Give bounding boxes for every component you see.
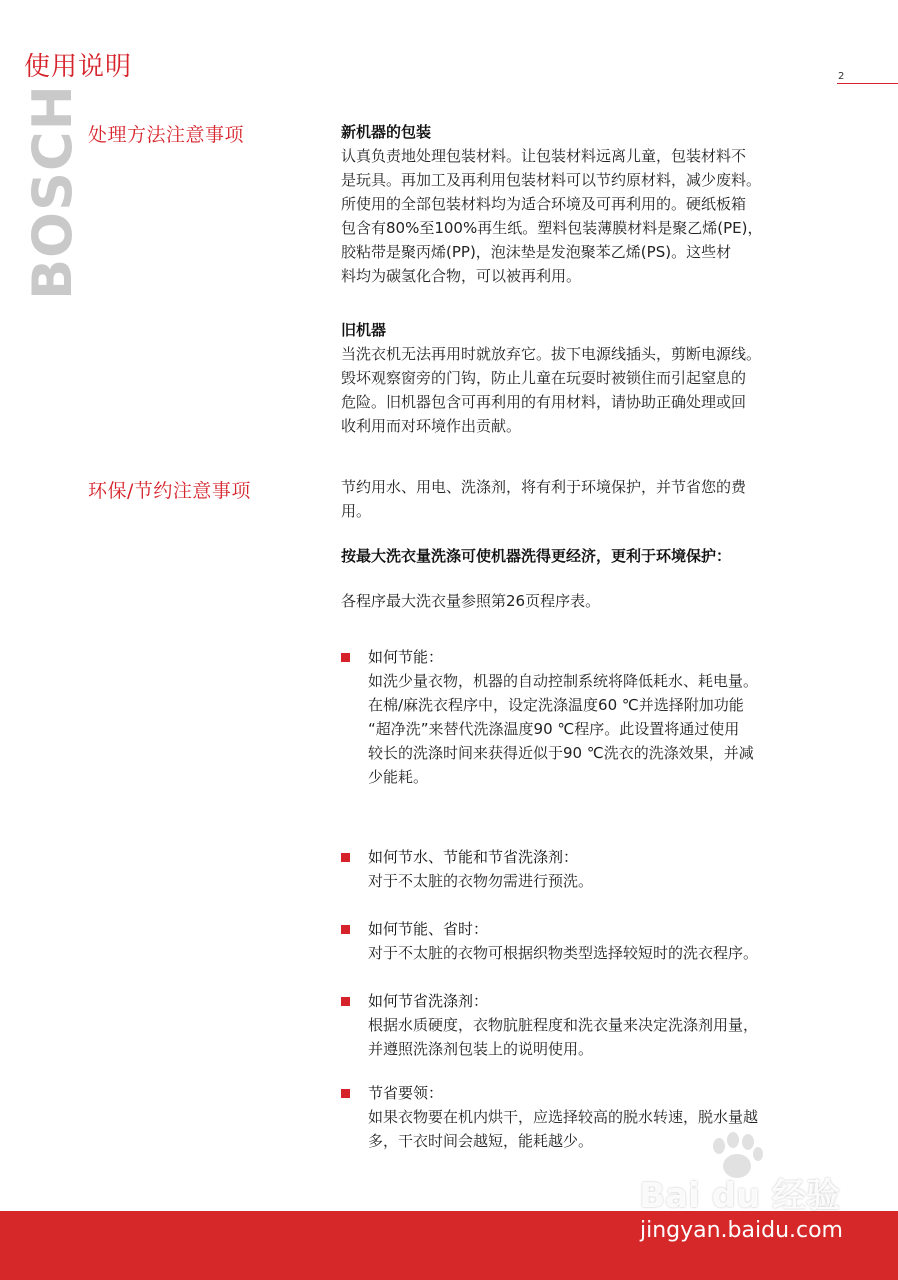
old-machine-heading: 旧机器 (341, 321, 387, 339)
tip-heading: 如何节能： (368, 648, 444, 666)
paragraph-line: 所使用的全部包装材料均为适合环境及可再利用的。硬纸板箱 (341, 195, 747, 213)
paragraph-line: 危险。旧机器包含可再利用的有用材料，请协助正确处理或回 (341, 393, 747, 411)
tip-line: 并遵照洗涤剂包装上的说明使用。 (368, 1040, 594, 1058)
paragraph-line: 胶粘带是聚丙烯(PP)，泡沫垫是发泡聚苯乙烯(PS)。这些材 (341, 243, 732, 261)
tip-line: 如果衣物要在机内烘干，应选择较高的脱水转速，脱水量越 (368, 1108, 759, 1126)
paragraph-line: 用。 (341, 502, 372, 520)
bosch-logo: BOSCH (21, 84, 84, 300)
tip-heading: 如何节能、省时： (368, 920, 489, 938)
section-title-disposal: 处理方法注意事项 (88, 124, 245, 146)
paragraph-line: 包含有80%至100%再生纸。塑料包装薄膜材料是聚乙烯(PE)， (341, 219, 763, 237)
eco-reference: 各程序最大洗衣量参照第26页程序表。 (341, 592, 601, 610)
bullet-square-icon (341, 853, 350, 862)
section-title-eco: 环保/节约注意事项 (88, 480, 251, 502)
tip-heading: 节省要领： (368, 1084, 444, 1102)
page-number: 2 (838, 71, 845, 82)
tip-item (341, 989, 861, 1061)
bullet-square-icon (341, 653, 350, 662)
tip-item (341, 917, 861, 965)
page-number-rule (837, 83, 898, 84)
tip-line: “超净洗”来替代洗涤温度90 ℃程序。此设置将通过使用 (368, 720, 740, 738)
page-title: 使用说明 (24, 52, 133, 82)
bullet-square-icon (341, 1089, 350, 1098)
tip-line: 较长的洗涤时间来获得近似于90 ℃洗衣的洗涤效果，并减 (368, 744, 754, 762)
baidu-jingyan-logo: Bai du 经验 (639, 1176, 840, 1216)
paragraph-line: 料均为碳氢化合物，可以被再利用。 (341, 267, 582, 285)
eco-intro-block (341, 475, 851, 613)
tip-line: 根据水质硬度，衣物肮脏程度和洗衣量来决定洗涤剂用量， (368, 1016, 759, 1034)
tip-line: 在棉/麻洗衣程序中，设定洗涤温度60 ℃并选择附加功能 (368, 696, 744, 714)
paragraph-line: 是玩具。再加工及再利用包装材料可以节约原材料，减少废料。 (341, 171, 762, 189)
tip-heading: 如何节水、节能和节省洗涤剂： (368, 848, 579, 866)
paragraph-line: 收利用而对环境作出贡献。 (341, 417, 522, 435)
tip-heading: 如何节省洗涤剂： (368, 992, 489, 1010)
tip-line: 如洗少量衣物，机器的自动控制系统将降低耗水、耗电量。 (368, 672, 759, 690)
new-machine-packaging-block (341, 120, 851, 288)
paragraph-line: 认真负责地处理包装材料。让包装材料远离儿童，包装材料不 (341, 147, 747, 165)
new-machine-heading: 新机器的包装 (341, 123, 432, 141)
tip-item (341, 1081, 861, 1153)
bullet-square-icon (341, 925, 350, 934)
old-machine-block (341, 318, 851, 438)
paragraph-line: 节约用水、用电、洗涤剂，将有利于环境保护，并节省您的费 (341, 478, 747, 496)
tip-line: 对于不太脏的衣物勿需进行预洗。 (368, 872, 594, 890)
paragraph-line: 当洗衣机无法再用时就放弃它。拔下电源线插头，剪断电源线。 (341, 345, 762, 363)
tip-line: 少能耗。 (368, 768, 429, 786)
eco-bold-note: 按最大洗衣量洗涤可使机器洗得更经济，更利于环境保护： (341, 547, 732, 565)
tip-line: 多，干衣时间会越短，能耗越少。 (368, 1132, 594, 1150)
tip-line: 对于不太脏的衣物可根据织物类型选择较短时的洗衣程序。 (368, 944, 759, 962)
bullet-square-icon (341, 997, 350, 1006)
watermark-url: jingyan.baidu.com (639, 1218, 843, 1243)
tip-item (341, 845, 861, 893)
tip-item (341, 645, 861, 789)
paragraph-line: 毁坏观察窗旁的门钩，防止儿童在玩耍时被锁住而引起窒息的 (341, 369, 747, 387)
